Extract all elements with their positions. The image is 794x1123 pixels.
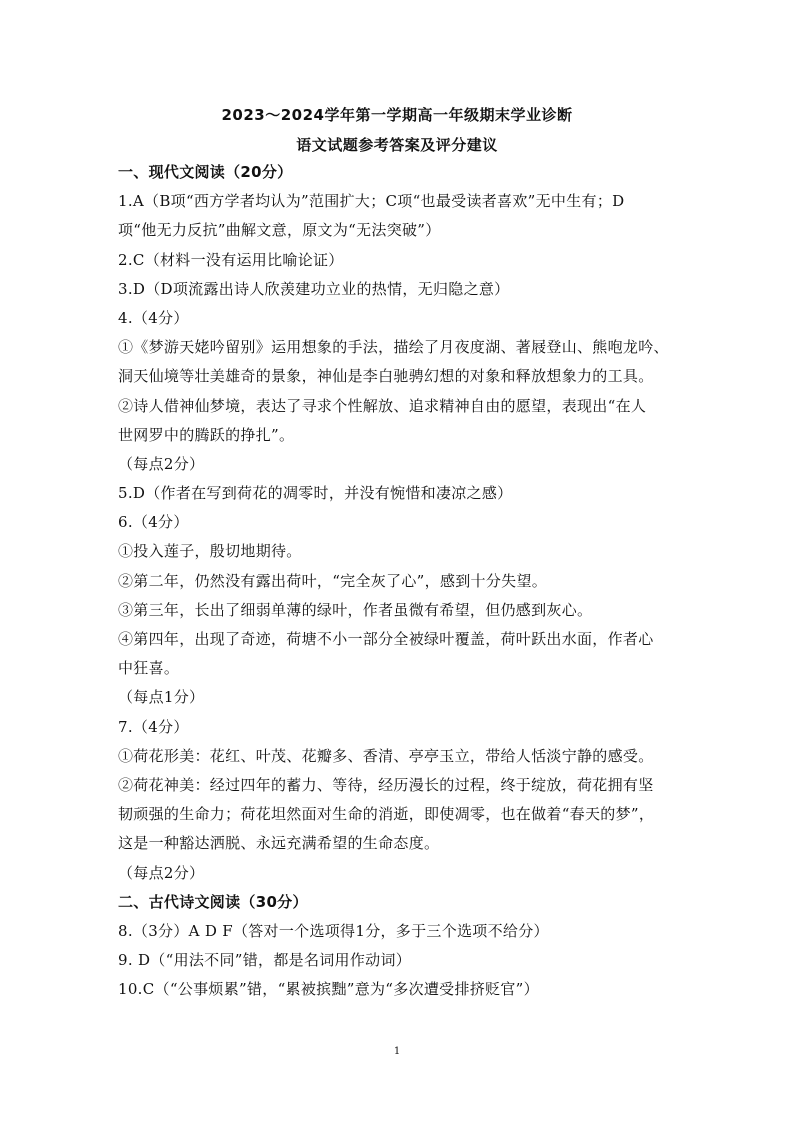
page-number: 1	[393, 1046, 401, 1057]
answer-line: ②荷花神美：经过四年的蓄力、等待，经历漫长的过程，终于绽放，荷花拥有坚	[118, 775, 654, 794]
answer-line: 5.D（作者在写到荷花的凋零时，并没有惋惜和凄凉之感）	[118, 484, 513, 503]
answer-line: 3.D（D项流露出诗人欣羡建功立业的热情，无归隐之意）	[118, 279, 510, 298]
answer-line: 2.C（材料一没有运用比喻论证）	[118, 250, 344, 269]
answer-line: 9. D（“用法不同”错，都是名词用作动词）	[118, 951, 412, 970]
answer-line: 这是一种豁达洒脱、永远充满希望的生命态度。	[118, 834, 440, 853]
answer-line: 6.（4分）	[118, 513, 189, 532]
answer-line: 10.C（“公事烦累”错，“累被摈黜”意为“多次遭受排挤贬官”）	[118, 980, 539, 999]
answer-line: 7.（4分）	[118, 717, 189, 736]
answer-line: 韧顽强的生命力；荷花坦然面对生命的消逝，即使凋零，也在做着“春天的梦”，	[118, 805, 655, 824]
answer-line: ③第三年，长出了细弱单薄的绿叶，作者虽微有希望，但仍感到灰心。	[118, 600, 593, 619]
answer-line: ②第二年，仍然没有露出荷叶，“完全灰了心”，感到十分失望。	[118, 571, 548, 590]
answer-line: 洞天仙境等壮美雄奇的景象，神仙是李白驰骋幻想的对象和释放想象力的工具。	[118, 367, 654, 386]
answer-line: 8.（3分）A D F（答对一个选项得1分，多于三个选项不给分）	[118, 921, 549, 940]
answer-line: ①投入莲子，殷切地期待。	[118, 542, 302, 561]
answer-line: （每点2分）	[118, 863, 205, 882]
answer-line: ②诗人借神仙梦境，表达了寻求个性解放、追求精神自由的愿望，表现出“在人	[118, 396, 647, 415]
answer-content	[118, 158, 688, 1004]
answer-line: （每点2分）	[118, 454, 205, 473]
answer-line: 4.（4分）	[118, 308, 189, 327]
answer-line: ①《梦游天姥吟留别》运用想象的手法，描绘了月夜度湖、著屐登山、熊咆龙吟、	[118, 338, 669, 357]
answer-line: （每点1分）	[118, 688, 205, 707]
answer-line: 项“他无力反抗”曲解文意，原文为“无法突破”）	[118, 221, 441, 240]
answer-line: 1.A（B项“西方学者均认为”范围扩大；C项“也最受读者喜欢”无中生有；D	[118, 192, 625, 211]
section-heading: 二、古代诗文阅读（30分）	[118, 892, 308, 911]
answer-line: 中狂喜。	[118, 659, 180, 678]
answer-line: ④第四年，出现了奇迹，荷塘不小一部分全被绿叶覆盖，荷叶跃出水面，作者心	[118, 630, 654, 648]
answer-line: 世网罗中的腾跃的挣扎”。	[118, 425, 295, 444]
document-subtitle: 语文试题参考答案及评分建议	[296, 136, 498, 154]
section-heading: 一、现代文阅读（20分）	[118, 163, 293, 181]
document-title: 2023～2024学年第一学期高一年级期末学业诊断	[221, 106, 573, 124]
answer-line: ①荷花形美：花红、叶茂、花瓣多、香清、亭亭玉立，带给人恬淡宁静的感受。	[118, 746, 654, 765]
